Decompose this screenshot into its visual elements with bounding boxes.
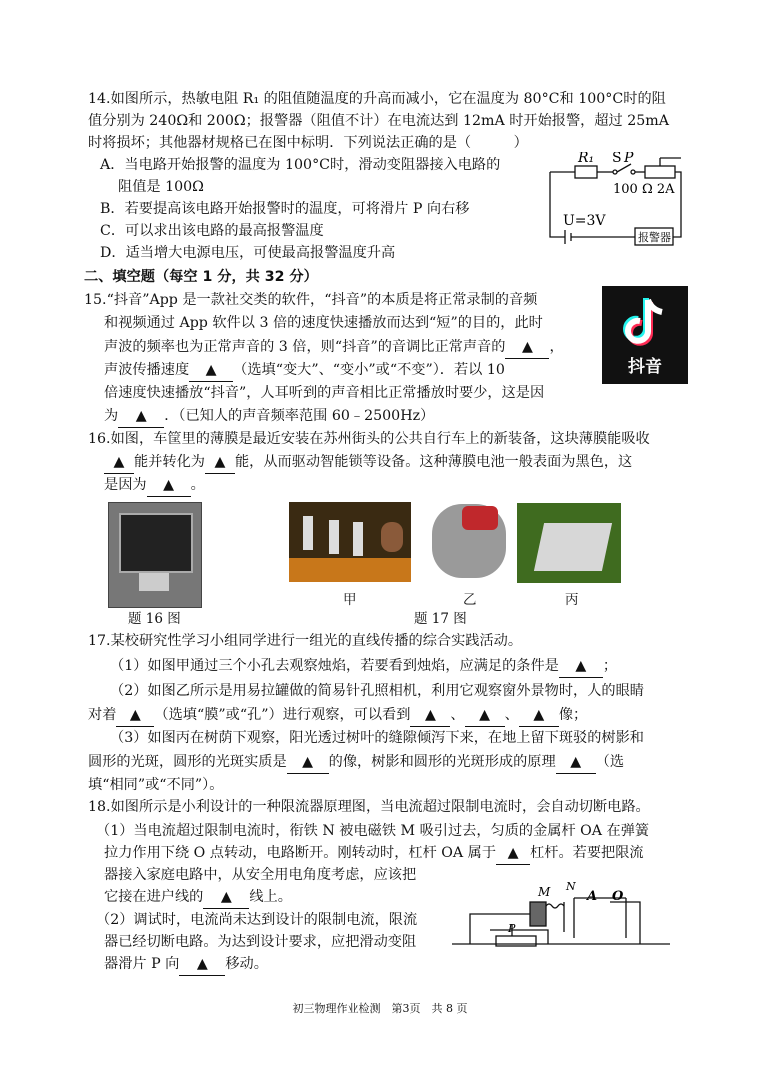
pinhole-can-camera-photo (432, 504, 506, 578)
section-title: 二、填空题（每空 1 分，共 32 分） (84, 269, 318, 285)
music-note-icon (602, 292, 688, 352)
q17-part1: （1）如图甲通过三个小孔去观察烛焰，若要看到烛焰，应满足的条件是 ▲ ； (110, 655, 617, 678)
tree-shade-photo (517, 503, 621, 583)
q14-option-c: C．可以求出该电路的最高报警温度 (100, 223, 324, 239)
q14-line3: 时将损坏；其他器材规格已在图中标明．下列说法正确的是（ ） (88, 135, 528, 151)
answer-blank: ▲ (465, 704, 505, 727)
voltage-label: U=3V (563, 213, 606, 229)
fig16-caption: 题 16 图 (128, 611, 181, 627)
q16-line2: ▲ 能并转化为 ▲ 能，从而驱动智能锁等设备。这种薄膜电池一般表面为黑色，这 (104, 451, 632, 474)
q15-line1: 15.“抖音”App 是一款社交类的软件，“抖音”的本质是将正常录制的音频 (84, 292, 538, 308)
candle-pinhole-photo (289, 502, 411, 582)
answer-blank: ▲ (189, 359, 233, 382)
answer-blank: ▲ (287, 751, 329, 774)
q17-part3-end: 填“相同”或“不同”）。 (88, 777, 224, 793)
page-footer: 初三物理作业检测 第3页 共 8 页 (292, 1002, 468, 1015)
answer-blank: ▲ (505, 336, 549, 359)
answer-blank: ▲ (104, 451, 134, 474)
answer-blank: ▲ (179, 953, 225, 976)
answer-blank: ▲ (205, 451, 235, 474)
answer-blank: ▲ (147, 474, 191, 497)
q14-line1: 14.如图所示，热敏电阻 R₁ 的阻值随温度的升高而减小，它在温度为 80°C和 100°C时的阻 (88, 91, 666, 107)
q14-option-b: B．若要提高该电路开始报警时的温度，可将滑片 P 向右移 (100, 201, 470, 217)
answer-blank: ▲ (556, 751, 596, 774)
q15-line3: 声波的频率也为正常声音的 3 倍，则“抖音”的音调比正常声音的 ▲ ， (104, 336, 564, 359)
q15-line6: 为 ▲ ．（已知人的声音频率范围 60﹣2500Hz） (104, 405, 434, 428)
fig17-caption: 题 17 图 (414, 611, 467, 627)
rheostat-spec: 100 Ω 2A (613, 182, 675, 197)
q18-part2-line3: 器滑片 P 向 ▲ 移动。 (104, 953, 268, 976)
q18-part2-line2: 器已经切断电路。为达到设计要求，应把滑动变阻 (104, 934, 417, 950)
point-a-label: A (587, 889, 598, 904)
current-limiter-diagram (450, 872, 675, 952)
answer-blank: ▲ (559, 655, 603, 678)
magnet-m-label: M (538, 885, 551, 899)
slider-label: P (624, 152, 634, 166)
q18-part1-line3: 器接入家庭电路中，从安全用电角度考虑，应该把 (104, 867, 417, 883)
switch-label: S (612, 152, 622, 166)
q14-option-a-cont: 阻值是 100Ω (118, 179, 204, 195)
alarm-label: 报警器 (638, 231, 671, 244)
q16-line1: 16.如图，车筐里的薄膜是最近安装在苏州街头的公共自行车上的新装备，这块薄膜能吸收 (88, 431, 650, 447)
fig-yi-caption: 乙 (463, 592, 477, 608)
q17-part3: （3）如图丙在树荫下观察，阳光透过树叶的缝隙倾泻下来，在地上留下斑驳的树影和 (110, 730, 644, 746)
answer-blank: ▲ (118, 405, 164, 428)
q17-part2-cont: 对着 ▲ （选填“膜”或“孔”）进行观察，可以看到 ▲ 、 ▲ 、 ▲ 像； (88, 704, 587, 727)
fig-jia-caption: 甲 (343, 592, 357, 608)
q18-part2: （2）调试时，电流尚未达到设计的限制电流，限流 (96, 912, 418, 928)
q17-part3-cont: 圆形的光斑，圆形的光斑实质是 ▲ 的像，树影和圆形的光斑形成的原理 ▲ （选 (88, 751, 624, 774)
q14-option-a: A．当电路开始报警的温度为 100°C时，滑动变阻器接入电路的 (100, 157, 501, 173)
answer-blank: ▲ (203, 886, 249, 909)
answer-blank: ▲ (410, 704, 450, 727)
q14-option-d: D．适当增大电源电压，可使最高报警温度升高 (100, 245, 396, 261)
answer-blank: ▲ (116, 704, 154, 727)
r1-label: R₁ (578, 152, 595, 166)
q18-line1: 18.如图所示是小利设计的一种限流器原理图，当电流超过限制电流时，会自动切断电路。 (88, 799, 650, 815)
point-o-label: O (612, 889, 624, 904)
slider-p-label: P (508, 922, 516, 935)
q18-part1-cont: 拉力作用下绕 O 点转动，电路断开。刚转动时，杠杆 OA 属于 ▲ 杠杆。若要把限流 (104, 842, 644, 865)
q16-line3: 是因为 ▲ 。 (104, 474, 205, 497)
q18-part1-line4: 它接在进户线的 ▲ 线上。 (104, 886, 292, 909)
q14-line2: 值分别为 240Ω和 200Ω；报警器（阻值不计）在电流达到 12mA 时开始报警，超过 25mA (88, 113, 669, 129)
douyin-logo-text: 抖音 (628, 357, 662, 377)
armature-n-label: N (566, 880, 576, 893)
q17-part2: （2）如图乙所示是用易拉罐做的简易针孔照相机，利用它观察窗外景物时，人的眼睛 (110, 683, 644, 699)
q18-part1: （1）当电流超过限制电流时，衔铁 N 被电磁铁 M 吸引过去，匀质的金属杆 OA 在弹簧 (96, 823, 650, 839)
q15-line2: 和视频通过 App 软件以 3 倍的速度快速播放而达到“短”的目的，此时 (104, 315, 543, 331)
fig-bing-caption: 丙 (565, 592, 579, 608)
answer-blank: ▲ (519, 704, 559, 727)
answer-blank: ▲ (496, 842, 530, 865)
q15-line4: 声波传播速度 ▲ （选填“变大”、“变小”或“不变”）．若以 10 (104, 359, 505, 382)
q15-line5: 倍速度快速播放“抖音”，人耳听到的声音相比正常播放时要少，这是因 (104, 385, 545, 401)
douyin-logo (602, 286, 688, 384)
q14-circuit-diagram (545, 152, 685, 252)
q17-line1: 17.某校研究性学习小组同学进行一组光的直线传播的综合实践活动。 (88, 633, 523, 649)
bike-basket-photo (108, 502, 202, 608)
